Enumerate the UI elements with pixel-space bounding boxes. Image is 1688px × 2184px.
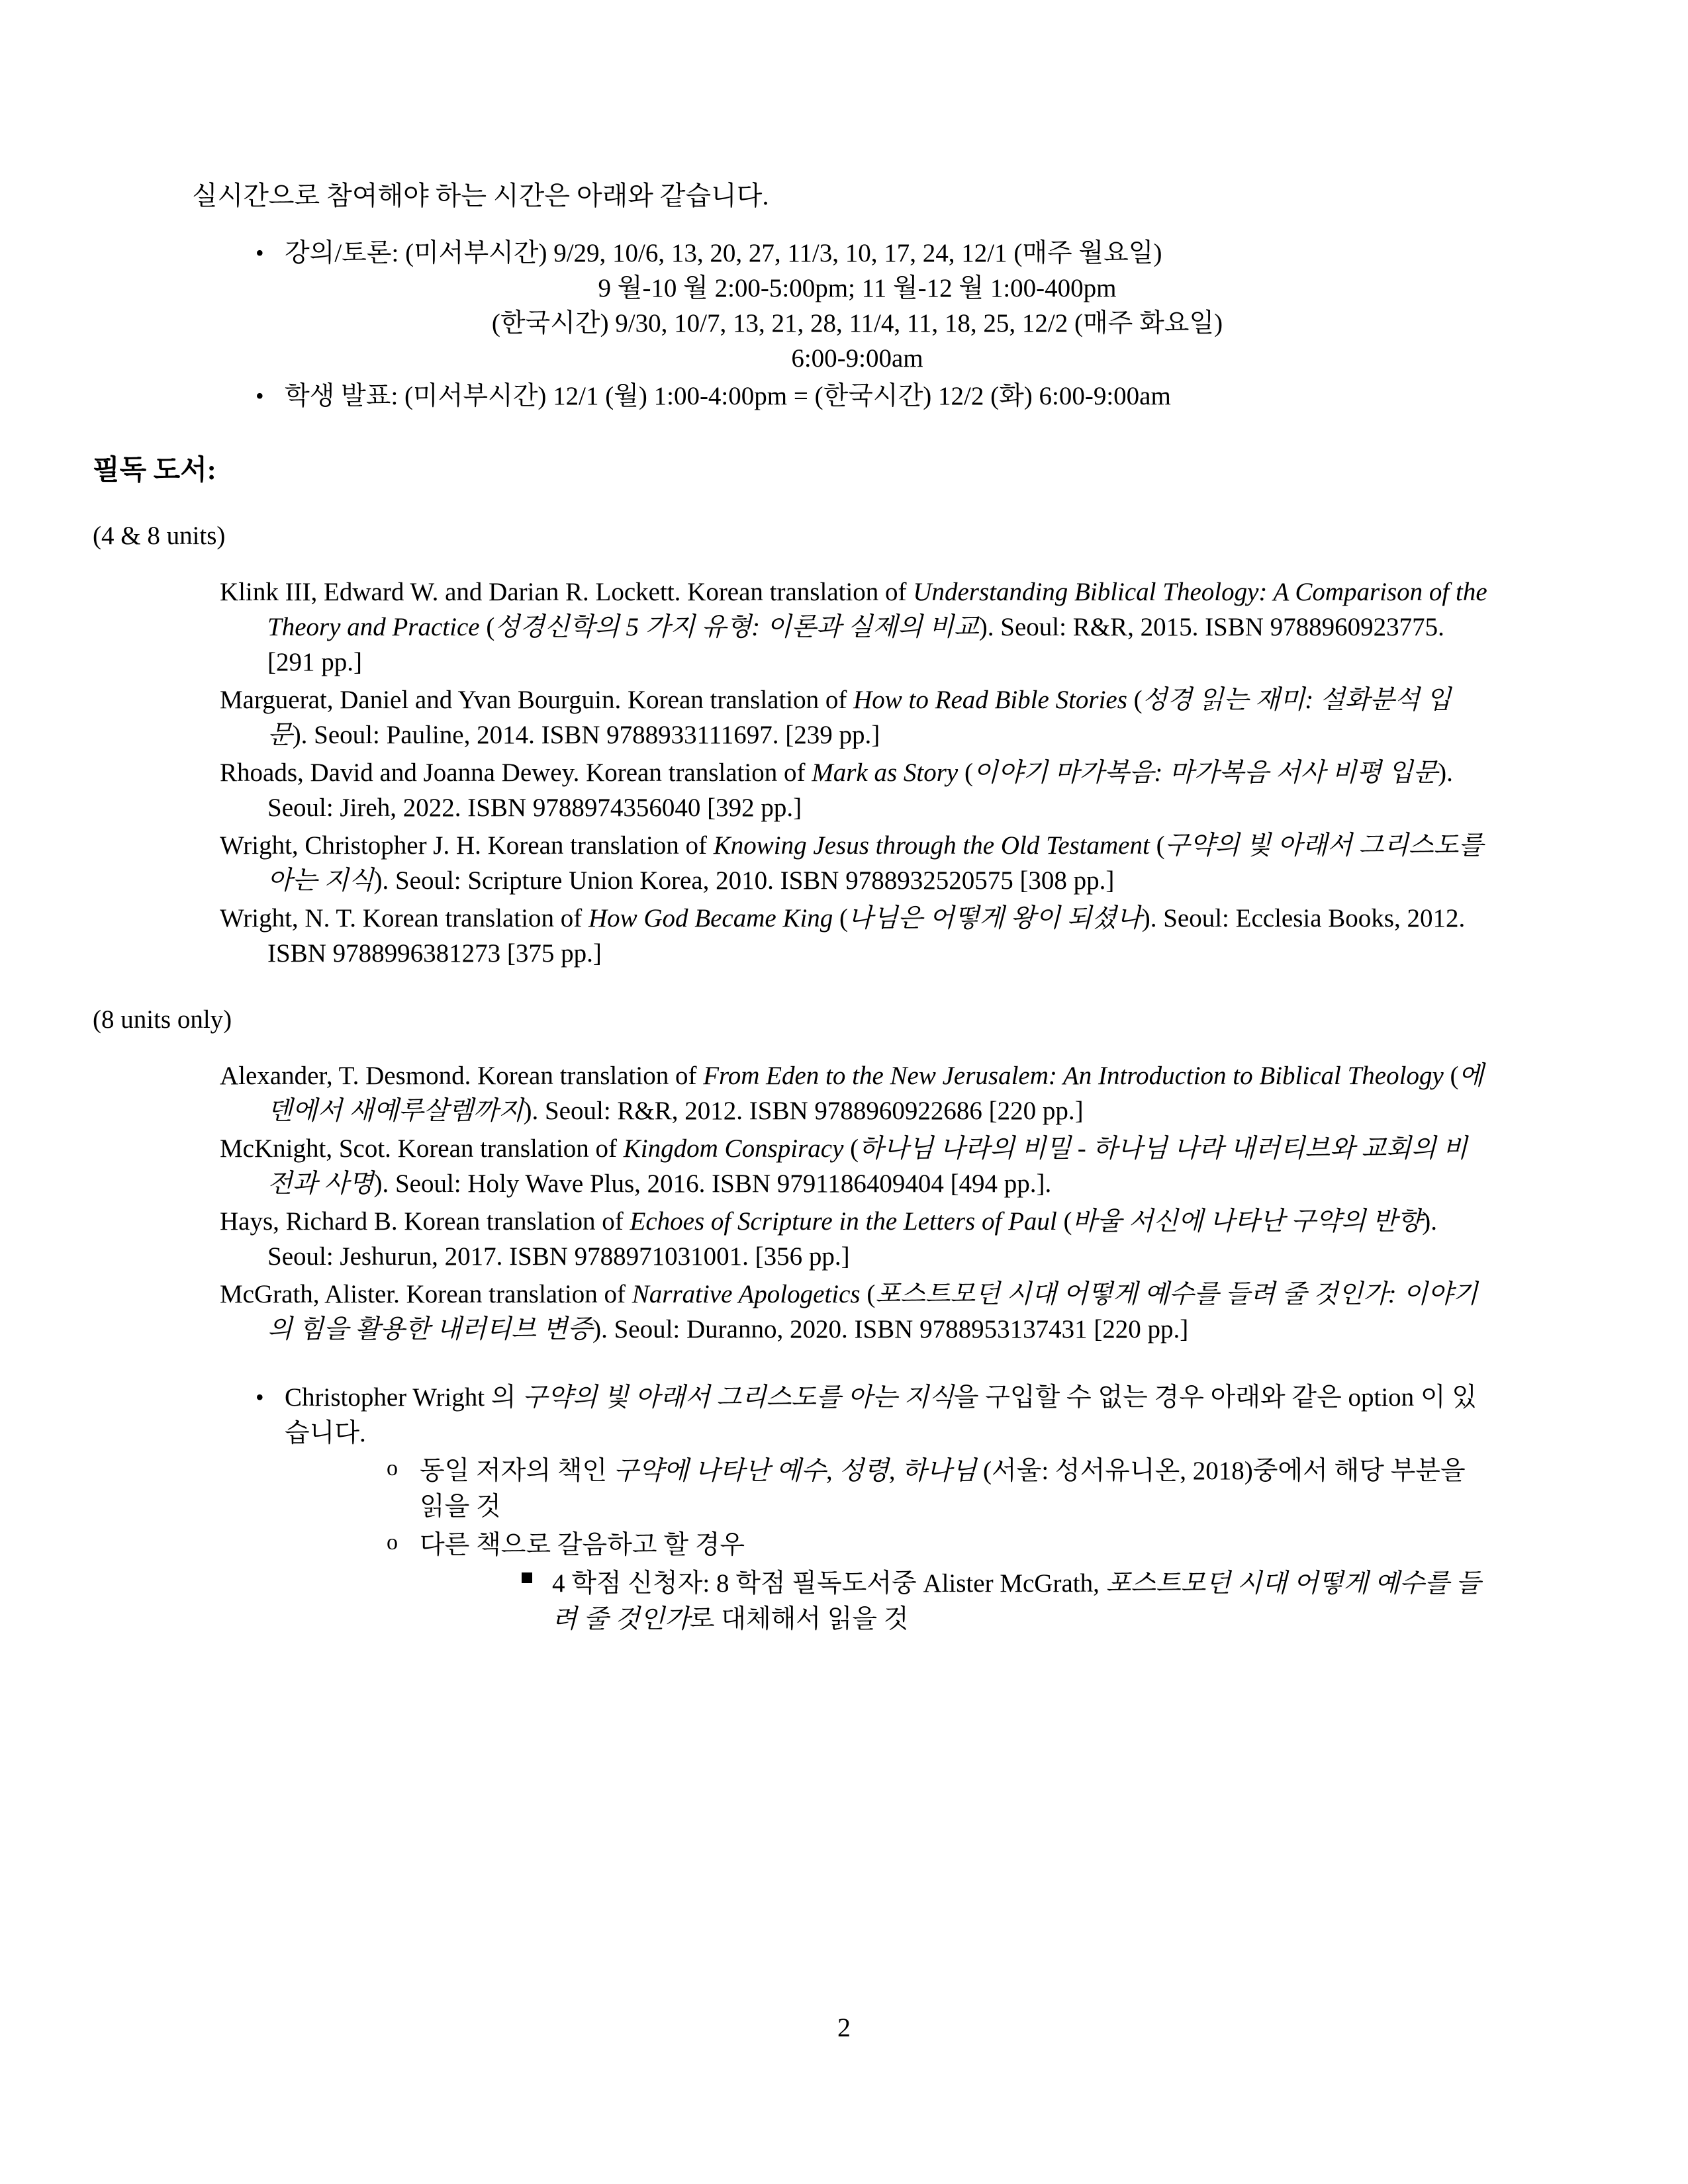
entry-korean-title: 성경 읽는 재미: 설화분석 입문 [267, 686, 1452, 750]
entry-paren-open: ( [833, 904, 849, 933]
entry-korean-title: 성경신학의 5 가지 유형: 이론과 실제의 비교 [494, 613, 979, 642]
entry-title: How to Read Bible Stories [853, 686, 1127, 715]
option1-text-c: (서울: 성서유니온, 2018)중에서 해당 부분을 읽을 것 [420, 1457, 1466, 1522]
list-item [220, 1277, 1489, 1347]
option-lead-text-c: 을 구입할 수 없는 경우 아래와 같은 option 이 있습니다. [285, 1383, 1477, 1447]
entry-author: Klink III, Edward W. and Darian R. Lockett. Korean translation of [220, 578, 914, 607]
entry-korean-title: 이야기 마가복음: 마가복음 서사 비평 입문 [972, 758, 1438, 788]
entry-publication: ). Seoul: Ecclesia Books, 2012. ISBN 9788996381273 [375 pp.] [267, 904, 1466, 968]
list-item [220, 901, 1489, 971]
entry-korean-title: 나님은 어떻게 왕이 되셨나 [848, 904, 1142, 933]
entry-title: From Eden to the New Jerusalem: An Introduction to Biblical Theology [703, 1061, 1444, 1090]
entry-paren-open: ( [1149, 831, 1165, 860]
list-item [502, 1566, 1489, 1637]
schedule-lecture-time-kr: 6:00-9:00am [791, 344, 923, 373]
entry-korean-title: 포스트모던 시대 어떻게 예수를 들려 줄 것인가: 이야기의 힘을 활용한 내러티브 변증 [267, 1279, 1478, 1343]
entry-author: Alexander, T. Desmond. Korean translation of [220, 1061, 704, 1090]
entry-title: How God Became King [588, 904, 833, 933]
schedule-presentation-line: 학생 발표: (미서부시간) 12/1 (월) 1:00-4:00pm = (한국시간) 12/2 (화) 6:00-9:00am [285, 382, 1171, 411]
document-body [93, 179, 1489, 1637]
option2-detail-c: 로 대체해서 읽을 것 [689, 1604, 909, 1633]
schedule-list [192, 236, 1489, 414]
units-label-4-and-8: (4 & 8 units) [93, 522, 226, 551]
list-item [220, 1058, 1489, 1128]
list-item [220, 755, 1489, 825]
entry-title: Echoes of Scripture in the Letters of Paul [630, 1206, 1057, 1236]
list-item [367, 1527, 1489, 1637]
entry-publication: ). Seoul: Holy Wave Plus, 2016. ISBN 9791186409404 [494 pp.]. [373, 1169, 1052, 1198]
bullet-icon: • [256, 240, 264, 266]
bullet-icon: • [256, 383, 264, 410]
entry-korean-title: 바울 서신에 나타난 구약의 반향 [1072, 1206, 1423, 1236]
entry-author: Hays, Richard B. Korean translation of [220, 1206, 630, 1236]
list-item [367, 1453, 1489, 1525]
entry-korean-title: 에덴에서 새예루살렘까지 [267, 1061, 1484, 1125]
options-subsublist [420, 1566, 1489, 1637]
entry-author: Rhoads, David and Joanna Dewey. Korean translation of [220, 758, 812, 788]
entry-author: McGrath, Alister. Korean translation of [220, 1279, 632, 1308]
bibliography-8-only [192, 1058, 1489, 1347]
entry-paren-open: ( [1056, 1206, 1072, 1236]
circle-bullet-icon: o [387, 1456, 398, 1481]
entry-paren-open: ( [843, 1134, 859, 1163]
list-item [220, 1131, 1489, 1201]
section-heading-required-books: 필독 도서: [93, 455, 216, 486]
entry-author: Wright, N. T. Korean translation of [220, 904, 588, 933]
schedule-lecture-time-us: 9 월-10 월 2:00-5:00pm; 11 월-12 월 1:00-400pm [598, 274, 1117, 303]
entry-paren-open: ( [1443, 1061, 1459, 1090]
circle-bullet-icon: o [387, 1530, 398, 1555]
option1-text-a: 동일 저자의 책인 [420, 1457, 614, 1486]
option2-detail-a: 4 학점 신청자: 8 학점 필독도서중 Alister McGrath, [552, 1569, 1106, 1598]
entry-author: McKnight, Scot. Korean translation of [220, 1134, 624, 1163]
entry-korean-title: 구약의 빛 아래서 그리스도를 아는 지식 [267, 831, 1483, 895]
bullet-icon: • [256, 1383, 264, 1410]
entry-title: Mark as Story [812, 758, 959, 788]
option-lead-book-title: 구약의 빛 아래서 그리스도를 아는 지식 [522, 1383, 954, 1412]
list-item [220, 682, 1489, 752]
list-item [220, 828, 1489, 898]
entry-publication: ). Seoul: Jireh, 2022. ISBN 9788974356040 [392 pp.] [267, 758, 1453, 823]
option2-text: 다른 책으로 갈음하고 할 경우 [420, 1531, 745, 1559]
entry-title: Kingdom Conspiracy [623, 1134, 844, 1163]
entry-publication: ). Seoul: R&R, 2015. ISBN 9788960923775. [291 pp.] [267, 613, 1444, 677]
list-item [192, 379, 1489, 414]
intro-paragraph: 실시간으로 참여해야 하는 시간은 아래와 같습니다. [192, 181, 769, 210]
entry-title: Narrative Apologetics [632, 1279, 861, 1308]
schedule-lecture-dates-kr: (한국시간) 9/30, 10/7, 13, 21, 28, 11/4, 11, 18, 25, 12/2 (매주 화요일) [491, 309, 1223, 338]
entry-paren-open: ( [860, 1279, 876, 1308]
entry-publication: ). Seoul: Pauline, 2014. ISBN 9788933111697. [239 pp.] [292, 721, 880, 750]
entry-paren-open: ( [479, 613, 495, 642]
entry-title: Understanding Biblical Theology: A Comparison of the Theory and Practice [267, 578, 1487, 642]
option2-detail-book-title: 포스트모던 시대 어떻게 예수를 들려 줄 것인가 [552, 1569, 1481, 1633]
entry-publication: ). Seoul: Scripture Union Korea, 2010. ISBN 9788932520575 [308 pp.] [373, 866, 1115, 895]
entry-publication: ). Seoul: Jeshurun, 2017. ISBN 9788971031001. [356 pp.] [267, 1206, 1437, 1271]
entry-publication: ). Seoul: R&R, 2012. ISBN 9788960922686 [220 pp.] [523, 1096, 1084, 1125]
option-lead-text-a: Christopher Wright 의 [285, 1383, 523, 1412]
entry-paren-open: ( [1127, 686, 1143, 715]
entry-korean-title: 하나님 나라의 비밀 - 하나님 나라 내러티브와 교회의 비전과 사명 [267, 1134, 1468, 1198]
list-item [220, 574, 1489, 680]
schedule-lecture-line: 강의/토론: (미서부시간) 9/29, 10/6, 13, 20, 27, 11/3, 10, 17, 24, 12/1 (매주 월요일) [285, 239, 1162, 267]
list-item [192, 236, 1489, 376]
list-item [220, 1204, 1489, 1274]
entry-publication: ). Seoul: Duranno, 2020. ISBN 9788953137431 [220 pp.] [592, 1314, 1189, 1343]
entry-author: Wright, Christopher J. H. Korean translation of [220, 831, 714, 860]
page-number: 2 [837, 2013, 851, 2042]
options-sublist [285, 1453, 1489, 1637]
list-item [192, 1380, 1489, 1637]
option1-book-title: 구약에 나타난 예수, 성령, 하나님 [613, 1457, 977, 1486]
square-bullet-icon [522, 1572, 532, 1583]
options-list [192, 1380, 1489, 1637]
entry-title: Knowing Jesus through the Old Testament [713, 831, 1150, 860]
units-label-8-only: (8 units only) [93, 1005, 232, 1034]
entry-author: Marguerat, Daniel and Yvan Bourguin. Korean translation of [220, 686, 854, 715]
bibliography-4-and-8 [192, 574, 1489, 971]
entry-paren-open: ( [958, 758, 973, 788]
